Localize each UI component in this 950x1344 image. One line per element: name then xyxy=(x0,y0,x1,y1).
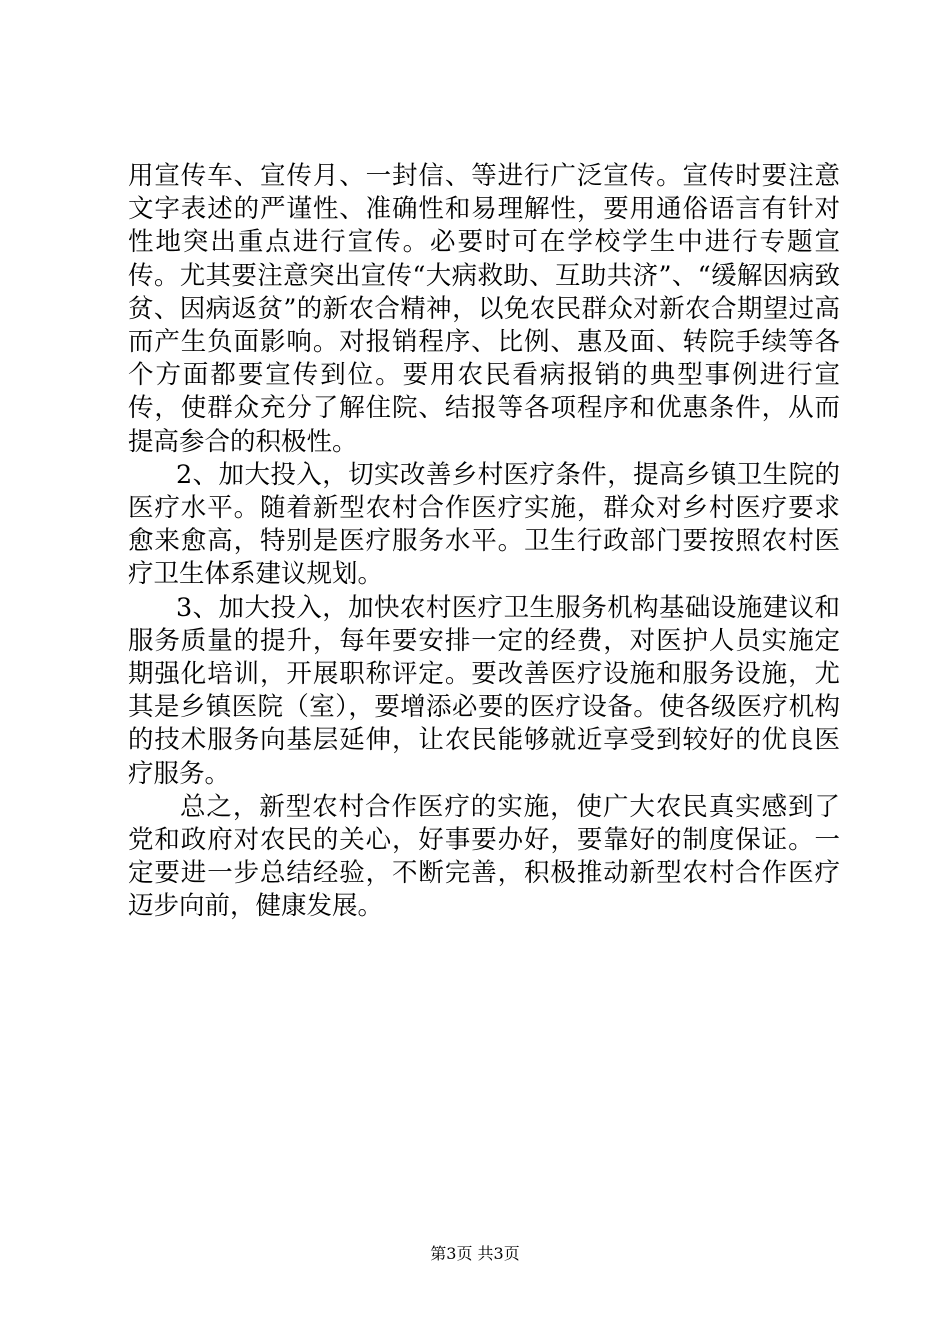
paragraph-item-3: 3、加大投入，加快农村医疗卫生服务机构基础设施建议和服务质量的提升，每年要安排一定的经费，对医护人员实施定期强化培训，开展职称评定。要改善医疗设施和服务设施，尤其是乡镇医院（室），要增添必要的医疗设备。使各级医疗机构的技术服务向基层延伸，让农民能够就近享受到较好的优良医疗服务。 xyxy=(128,592,840,789)
paragraph-publicity: 用宣传车、宣传月、一封信、等进行广泛宣传。宣传时要注意文字表述的严谨性、准确性和易理解性，要用通俗语言有针对性地突出重点进行宣传。必要时可在学校学生中进行专题宣传。尤其要注意突出宣传“大病救助、互助共济”、“缓解因病致贫、因病返贫”的新农合精神，以免农民群众对新农合期望过高而产生负面影响。对报销程序、比例、惠及面、转院手续等各个方面都要宣传到位。要用农民看病报销的典型事例进行宣传，使群众充分了解住院、结报等各项程序和优惠条件，从而提高参合的积极性。 xyxy=(128,161,840,457)
paragraph-conclusion: 总之，新型农村合作医疗的实施，使广大农民真实感到了党和政府对农民的关心，好事要办好，要靠好的制度保证。一定要进一步总结经验，不断完善，积极推动新型农村合作医疗迈步向前，健康发展。 xyxy=(128,791,840,922)
document-body xyxy=(128,160,840,924)
page-number-footer: 第3页 共3页 xyxy=(430,1244,520,1263)
paragraph-item-2: 2、加大投入，切实改善乡村医疗条件，提高乡镇卫生院的医疗水平。随着新型农村合作医疗实施，群众对乡村医疗要求愈来愈高，特别是医疗服务水平。卫生行政部门要按照农村医疗卫生体系建议规划。 xyxy=(128,459,840,590)
